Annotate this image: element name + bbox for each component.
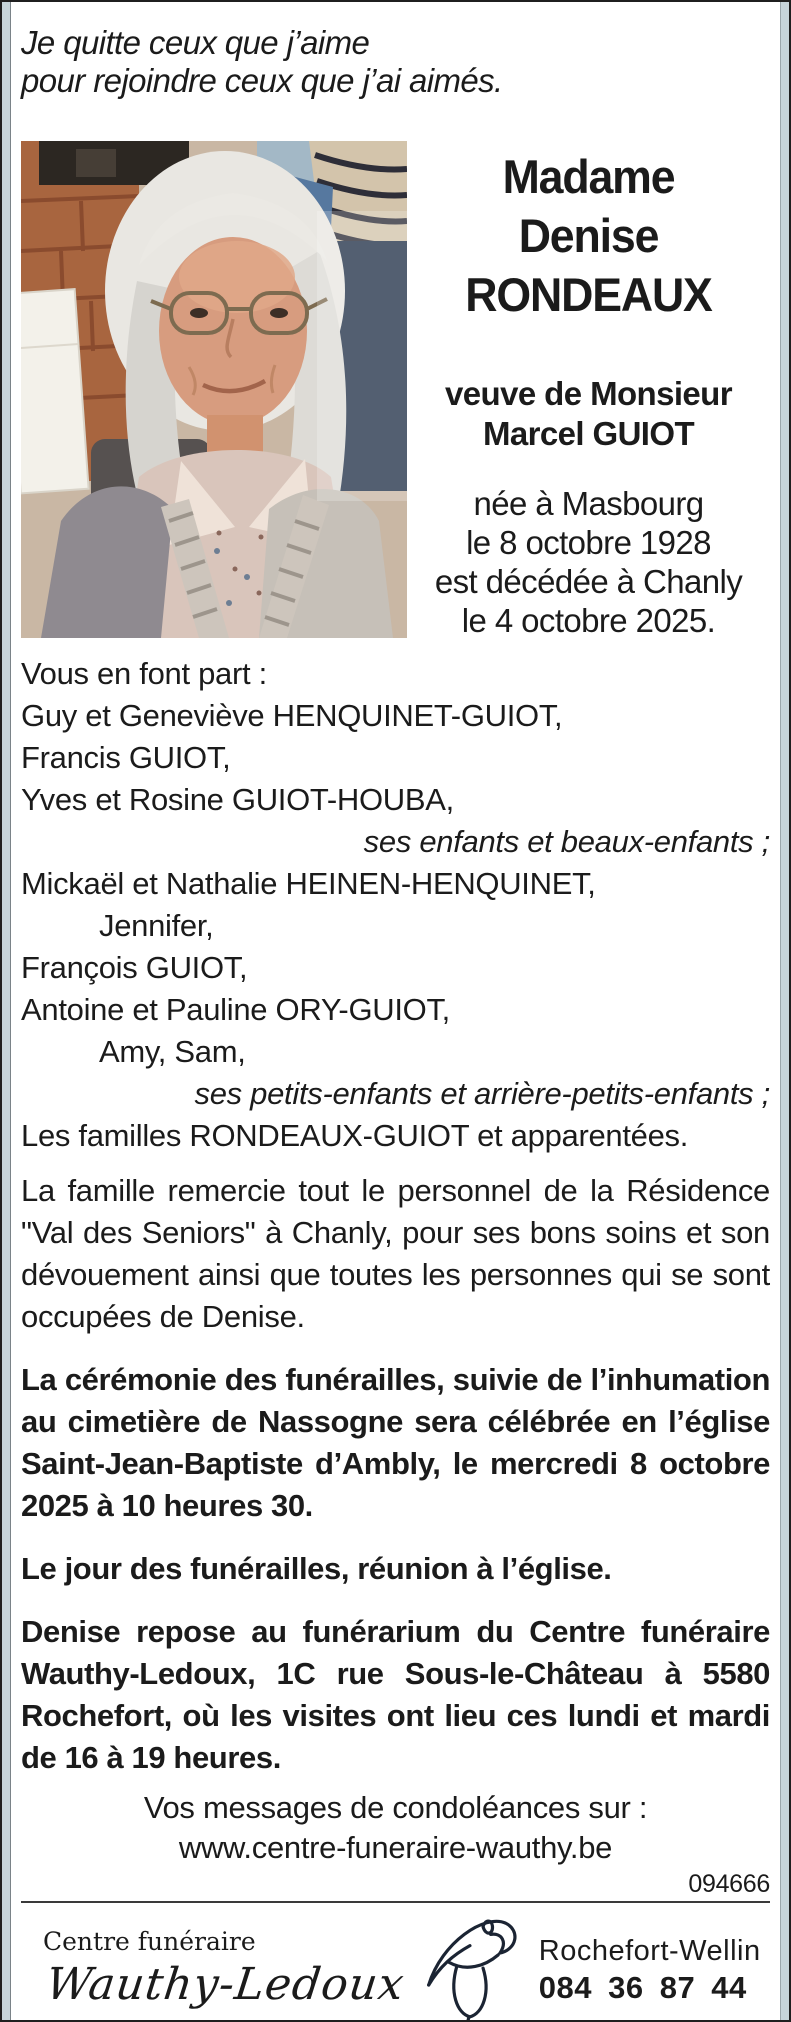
family-line-related: Les familles RONDEAUX-GUIOT et apparentées. [21,1118,689,1153]
death-date-line: le 4 octobre 2025. [461,602,716,639]
announcement-body [21,653,770,1898]
right-edge-strip [780,2,789,2020]
family-line: Francis GUIOT, [21,740,231,775]
family-caption-grandchildren: ses petits-enfants et arrière-petits-enfants ; [194,1076,770,1111]
death-place-line: est décédée à Chanly [434,563,743,600]
name-column [407,141,770,640]
notice-content [13,2,778,2020]
deceased-title: Madame [502,150,675,203]
family-line: Guy et Geneviève HENQUINET-GUIOT, [21,698,563,733]
family-caption-children: ses enfants et beaux-enfants ; [363,824,770,859]
widow-line-2: Marcel GUIOT [482,415,695,452]
funeral-home-footer [21,1909,770,2022]
reference-number: 094666 [688,1870,770,1898]
photo-and-name-row [21,141,770,640]
portrait-photo [21,141,407,638]
birth-death-block [407,484,770,640]
deceased-last-name: RONDEAUX [465,268,712,321]
epitaph-line-1: Je quitte ceux que j’aime [21,24,370,61]
condolences-label: Vos messages de condoléances sur : [143,1790,648,1825]
condolences-block [21,1788,770,1868]
footer-separator [21,1901,770,1903]
family-line: Yves et Rosine GUIOT-HOUBA, [21,782,454,817]
epitaph-line-2: pour rejoindre ceux que j’ai aimés. [21,62,503,99]
thanks-paragraph: La famille remercie tout le personnel de la Résidence "Val des Seniors" à Chanly, pour ses bons soins et son dévouement ainsi que toutes les personnes qui se sont occupées de Denise. [21,1173,770,1334]
deceased-name-block [416,147,761,324]
funeral-home-identity [43,1927,408,2012]
family-line: Jennifer, [99,908,214,943]
family-line: Antoine et Pauline ORY-GUIOT, [21,992,450,1027]
funeral-home-region: Rochefort-Wellin [538,1935,761,1967]
left-edge-strip [2,2,11,2020]
funeral-home-phone: 084 36 87 44 [538,1970,747,2005]
funeral-home-name: Wauthy-Ledoux [43,1959,408,2010]
announcement-intro: Vous en font part : [21,656,267,691]
family-line: François GUIOT, [21,950,248,985]
epitaph-quote [21,24,770,100]
repose-paragraph: Denise repose au funérarium du Centre funéraire Wauthy-Ledoux, 1C rue Sous-le-Château à 5580 Rochefort, où les visites ont lieu ces lundi et mardi de 16 à 19 heures. [21,1614,770,1775]
family-line: Mickaël et Nathalie HEINEN-HENQUINET, [21,866,596,901]
meeting-paragraph: Le jour des funérailles, réunion à l’église. [21,1551,612,1586]
calla-lily-icon [415,1910,523,2022]
condolences-website: www.centre-funeraire-wauthy.be [178,1830,613,1865]
deceased-first-name: Denise [518,209,659,262]
birth-date-line: le 8 octobre 1928 [466,524,711,561]
family-line: Amy, Sam, [99,1034,246,1069]
funeral-home-contact [539,1933,761,2007]
widow-line-1: veuve de Monsieur [445,375,732,412]
birth-place-line: née à Masbourg [473,485,704,522]
ceremony-paragraph: La cérémonie des funérailles, suivie de l’inhumation au cimetière de Nassogne sera célébrée en l’église Saint-Jean-Baptiste d’Ambly, le mercredi 8 octobre 2025 à 10 heures 30. [21,1362,770,1523]
funeral-home-label: Centre funéraire [43,1927,256,1956]
widow-block [407,374,770,454]
